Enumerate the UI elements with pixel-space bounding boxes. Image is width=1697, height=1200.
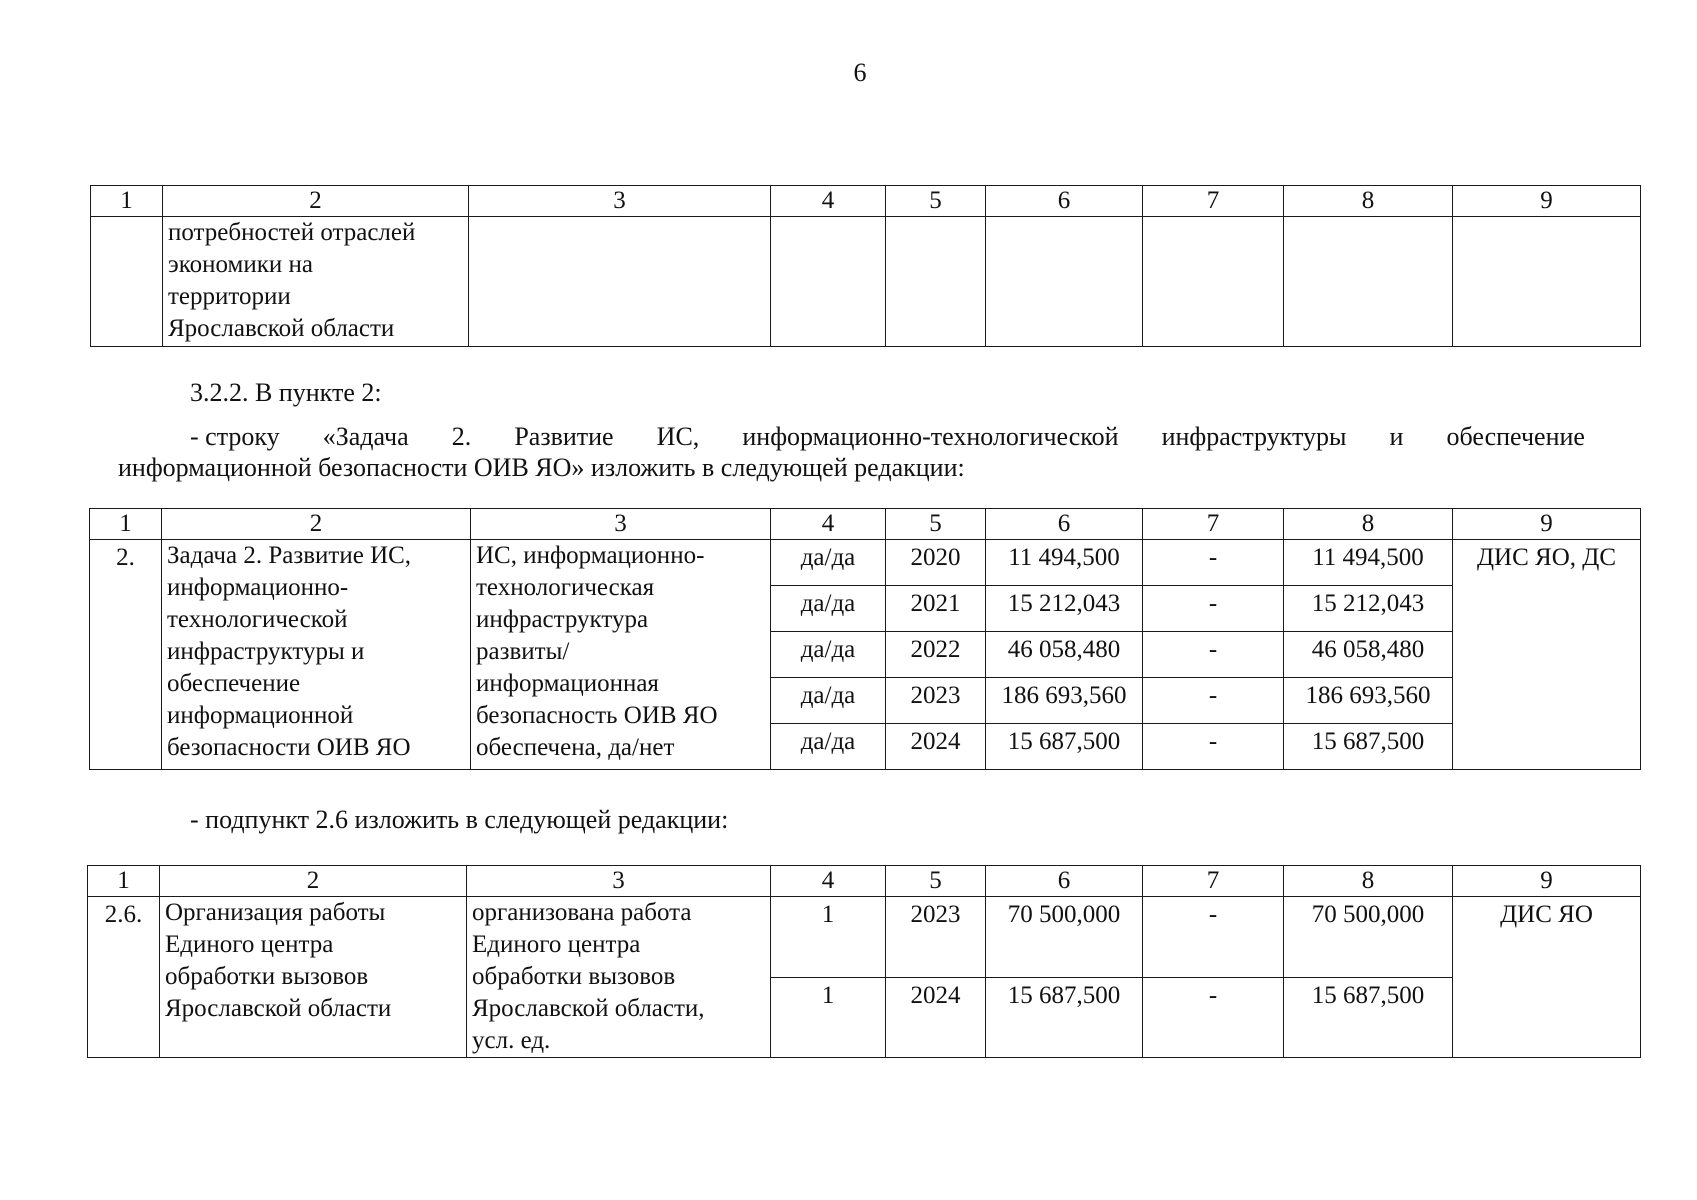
header-row [90,509,1641,540]
header-cell: 3 [467,866,771,897]
item-number-cell: 2. [90,540,162,770]
word: «Задача [322,422,409,451]
header-cell: 6 [986,186,1143,217]
header-cell: 5 [886,866,986,897]
executor-cell: ДИС ЯО [1453,897,1641,1058]
instruction-subitem: - подпункт 2.6 изложить в следующей редакции: [190,805,729,834]
table-task-2 [89,508,1641,770]
instruction-line-2: информационной безопасности ОИВ ЯО» изложить в следующей редакции: [118,453,965,482]
amount-cell: 11 494,500 [1284,540,1453,586]
header-cell: 1 [91,186,163,217]
word: 2. [451,422,472,451]
value-cell: 1 [771,977,886,1058]
header-cell: 4 [771,186,886,217]
table-row [91,217,1641,347]
header-cell: 9 [1453,509,1641,540]
table-cell [91,217,163,347]
header-cell: 8 [1284,186,1453,217]
value-cell: да/да [771,586,886,632]
word: информационно-технологической [742,422,1119,451]
word: ИС, [656,422,700,451]
header-cell: 6 [986,509,1143,540]
header-row [91,186,1641,217]
amount-cell: 186 693,560 [1284,678,1453,724]
task-text-cell: Задача 2. Развитие ИС, информационно- технологической инфраструктуры и обеспечение информационной безопасности ОИВ ЯО [162,540,471,770]
header-cell: 9 [1453,186,1641,217]
amount-cell: 11 494,500 [986,540,1143,586]
task-text-cell: Организация работы Единого центра обработки вызовов Ярославской области [160,897,467,1058]
table-continuation [90,185,1641,347]
table-cell [469,217,771,347]
dash-cell: - [1143,678,1284,724]
amount-cell: 15 687,500 [1284,977,1453,1058]
header-cell: 2 [162,509,471,540]
section-heading: 3.2.2. В пункте 2: [190,378,382,407]
year-cell: 2021 [886,586,986,632]
value-cell: да/да [771,724,886,770]
item-number-cell: 2.6. [88,897,160,1058]
header-cell: 1 [88,866,160,897]
header-cell: 8 [1284,509,1453,540]
amount-cell: 15 687,500 [986,977,1143,1058]
amount-cell: 15 687,500 [1284,724,1453,770]
table-row [88,897,1641,978]
value-cell: да/да [771,678,886,724]
header-cell: 3 [469,186,771,217]
header-cell: 2 [163,186,469,217]
header-cell: 8 [1284,866,1453,897]
header-cell: 6 [986,866,1143,897]
executor-cell: ДИС ЯО, ДС [1453,540,1641,770]
header-cell: 7 [1143,186,1284,217]
header-cell: 1 [90,509,162,540]
word: обеспечение [1446,422,1585,451]
header-cell: 9 [1453,866,1641,897]
word: и [1389,422,1404,451]
amount-cell: 70 500,000 [986,897,1143,978]
header-cell: 2 [160,866,467,897]
table-cell [986,217,1143,347]
header-cell: 5 [886,186,986,217]
task-text-cell: потребностей отраслей экономики на территории Ярославской области [163,217,469,347]
year-cell: 2020 [886,540,986,586]
dash-cell: - [1143,724,1284,770]
amount-cell: 15 212,043 [986,586,1143,632]
year-cell: 2023 [886,897,986,978]
amount-cell: 70 500,000 [1284,897,1453,978]
header-cell: 5 [886,509,986,540]
year-cell: 2024 [886,724,986,770]
table-cell [886,217,986,347]
year-cell: 2022 [886,632,986,678]
header-cell: 3 [471,509,771,540]
value-cell: да/да [771,540,886,586]
header-cell: 4 [771,509,886,540]
indicator-text-cell: организована работа Единого центра обработки вызовов Ярославской области, усл. ед. [467,897,771,1058]
amount-cell: 46 058,480 [1284,632,1453,678]
amount-cell: 46 058,480 [986,632,1143,678]
indicator-text-cell: ИС, информационно- технологическая инфраструктура развиты/ информационная безопасность ОИВ ЯО обеспечена, да/нет [471,540,771,770]
amount-cell: 15 212,043 [1284,586,1453,632]
dash-cell: - [1143,632,1284,678]
table-subitem-2-6 [87,865,1641,1058]
table-cell [771,217,886,347]
amount-cell: 15 687,500 [986,724,1143,770]
value-cell: 1 [771,897,886,978]
dash-cell: - [1143,540,1284,586]
dash-cell: - [1143,586,1284,632]
year-cell: 2023 [886,678,986,724]
header-cell: 7 [1143,866,1284,897]
dash-cell: - [1143,897,1284,978]
value-cell: да/да [771,632,886,678]
word: инфраструктуры [1161,422,1347,451]
year-cell: 2024 [886,977,986,1058]
table-cell [1453,217,1641,347]
word: - строку [190,422,280,451]
table-cell [1143,217,1284,347]
dash-cell: - [1143,977,1284,1058]
instruction-line-1 [190,421,1585,453]
page-number: 6 [853,58,867,87]
amount-cell: 186 693,560 [986,678,1143,724]
header-cell: 7 [1143,509,1284,540]
table-cell [1284,217,1453,347]
header-row [88,866,1641,897]
table-row [90,540,1641,586]
word: Развитие [514,422,614,451]
header-cell: 4 [771,866,886,897]
